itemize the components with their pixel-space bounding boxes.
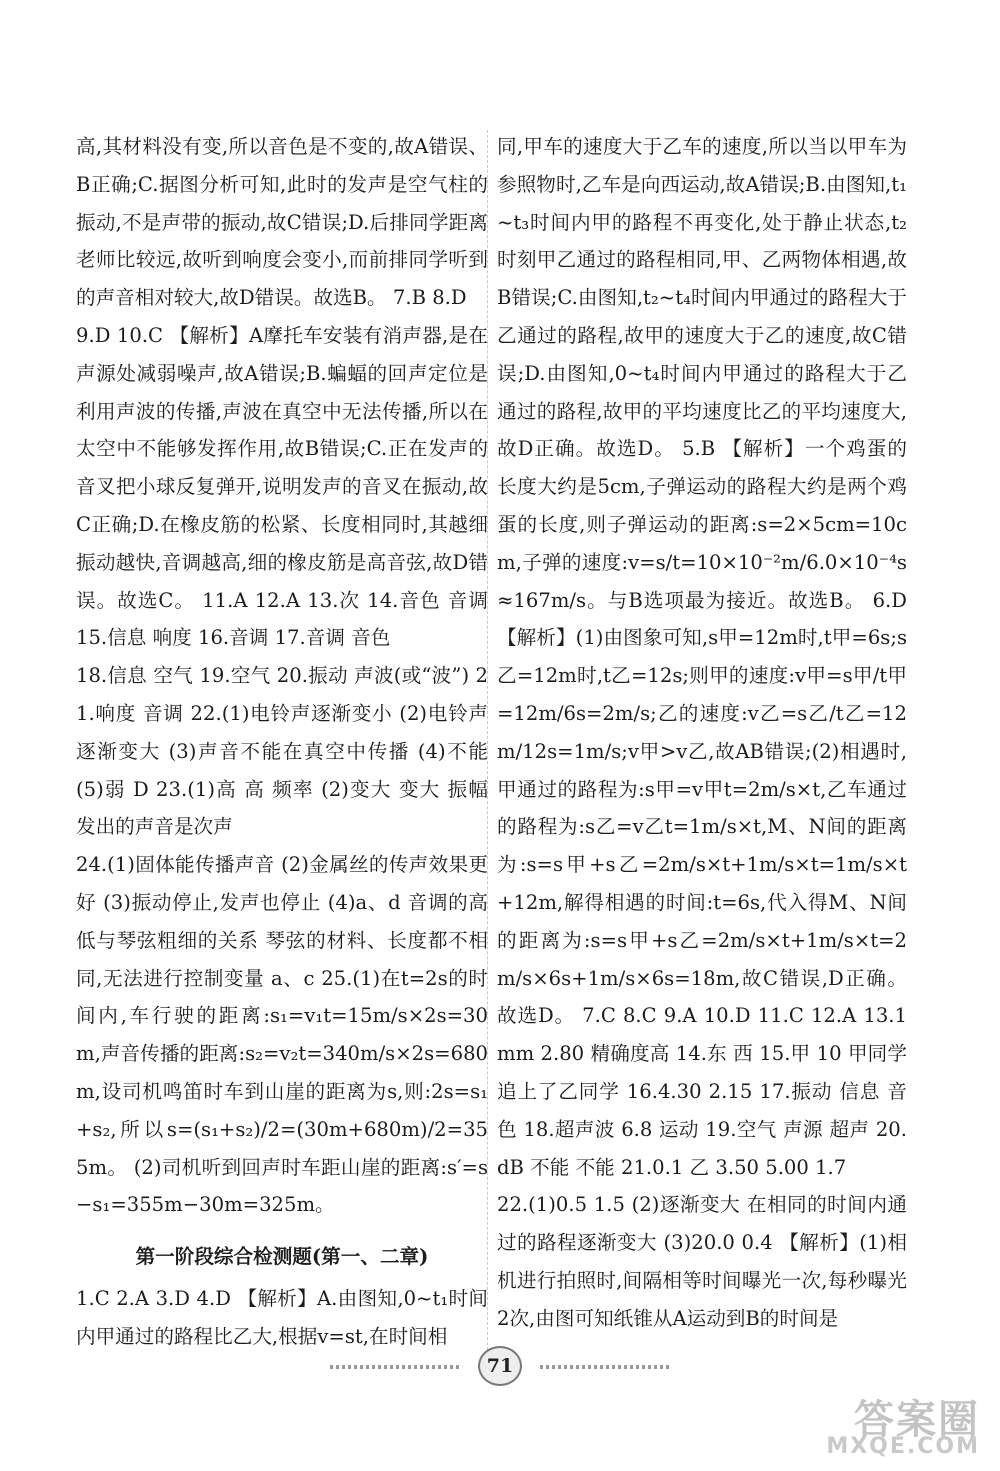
footer-ornament-right [540, 1365, 670, 1369]
left-paragraph-3: 18.信息 空气 19.空气 20.振动 声波(或“波”) 21.响度 音调 22.(1)电铃声逐渐变小 (2)电铃声逐渐变大 (3)声音不能在真空中传播 (4)不能 (5)弱 D 23.(1)高 高 频率 (2)变大 变大 振幅 发出的声音是次声 [76, 664, 488, 839]
watermark [786, 1388, 986, 1466]
left-paragraph-4: 24.(1)固体能传播声音 (2)金属丝的传声效果更好 (3)振动停止,发声也停止 (4)a、d 音调的高低与琴弦粗细的关系 琴弦的材料、长度都不相同,无法进行控制变量 a、c 25.(1)在t=2s的时间内,车行驶的距离:s₁=v₁t=15m/s×2s=30m,声音传播的距离:s₂=v₂t=340m/s×2s=680m,设司机鸣笛时车到山崖的距离为s,则:2s=s₁+s₂,所以s=(s₁+s₂)/2=(30m+680m)/2=355m。 (2)司机听到回声时车距山崖的距离:s′=s−s₁=355m−30m=325m。 [76, 853, 488, 1217]
left-paragraph-2: 9.D 10.C 【解析】A摩托车安装有消声器,是在声源处减弱噪声,故A错误;B.蝙蝠的回声定位是利用声波的传播,声波在真空中无法传播,所以在太空中不能够发挥作用,故B错误;C.正在发声的音叉把小球反复弹开,说明发声的音叉在振动,故C正确;D.在橡皮筋的松紧、长度相同时,其越细振动越快,音调越高,细的橡皮筋是高音弦,故D错误。故选C。 11.A 12.A 13.次 14.音色 音调 15.信息 响度 16.音调 17.音调 音色 [76, 323, 488, 650]
left-paragraph-1: 高,其材料没有变,所以音色是不变的,故A错误、B正确;C.据图分析可知,此时的发声是空气柱的振动,不是声带的振动,故C错误;D.后排同学距离老师比较远,故听到响度会变小,而前排同学听到的声音相对较大,故D错误。故选B。 7.B 8.D [76, 135, 488, 310]
right-paragraph-1: 同,甲车的速度大于乙车的速度,所以当以甲车为参照物时,乙车是向西运动,故A错误;B.由图知,t₁~t₃时间内甲的路程不再变化,处于静止状态,t₂时刻甲乙通过的路程相同,甲、乙两物体相遇,故B错误;C.由图知,t₂~t₄时间内甲通过的路程大于乙通过的路程,故甲的速度大于乙的速度,故C错误;D.由图知,0~t₄时间内甲通过的路程大于乙通过的路程,故甲的平均速度比乙的平均速度大,故D正确。故选D。 5.B 【解析】一个鸡蛋的长度大约是5cm,子弹运动的路程大约是两个鸡蛋的长度,则子弹运动的距离:s=2×5cm=10cm,子弹的速度:v=s/t=10×10⁻²m/6.0×10⁻⁴s≈167m/s。与B选项最为接近。故选B。 6.D 【解析】(1)由图象可知,s甲=12m时,t甲=6s;s乙=12m时,t乙=12s;则甲的速度:v甲=s甲/t甲=12m/6s=2m/s;乙的速度:v乙=s乙/t乙=12m/12s=1m/s;v甲>v乙,故AB错误;(2)相遇时,甲通过的路程为:s甲=v甲t=2m/s×t,乙车通过的路程为:s乙=v乙t=1m/s×t,M、N间的距离为:s=s甲+s乙=2m/s×t+1m/s×t=1m/s×t+12m,解得相遇的时间:t=6s,代入得M、N间的距离为:s=s甲+s乙=2m/s×t+1m/s×t=2m/s×6s+1m/s×6s=18m,故C错误,D正确。故选D。 7.C 8.C 9.A 10.D 11.C 12.A 13.1mm 2.80 精确度高 14.东 西 15.甲 10 甲同学追上了乙同学 16.4.30 2.15 17.振动 信息 音色 18.超声波 6.8 运动 19.空气 声源 超声 20.dB 不能 不能 21.0.1 乙 3.50 5.00 1.7 [497, 135, 907, 1179]
left-paragraph-5: 1.C 2.A 3.D 4.D 【解析】A.由图知,0~t₁时间内甲通过的路程比乙大,根据v=st,在时间相 [76, 1286, 488, 1348]
watermark-url: MXQE.COM [826, 1434, 980, 1459]
section-heading: 第一阶段综合检测题(第一、二章) [135, 1245, 429, 1269]
column-divider [487, 130, 488, 1360]
footer-ornament-left [330, 1365, 460, 1369]
right-column [497, 128, 907, 1338]
page-number: 71 [478, 1346, 522, 1386]
right-paragraph-2: 22.(1)0.5 1.5 (2)逐渐变大 在相同的时间内通过的路程逐渐变大 (3)20.0 0.4 【解析】(1)相机进行拍照时,间隔相等时间曝光一次,每秒曝光2次,由图可知纸锥从A运动到B的时间是 [497, 1193, 907, 1330]
page-footer [330, 1346, 670, 1386]
watermark-logo: 答案圈 [854, 1397, 980, 1443]
left-column [76, 128, 488, 1356]
